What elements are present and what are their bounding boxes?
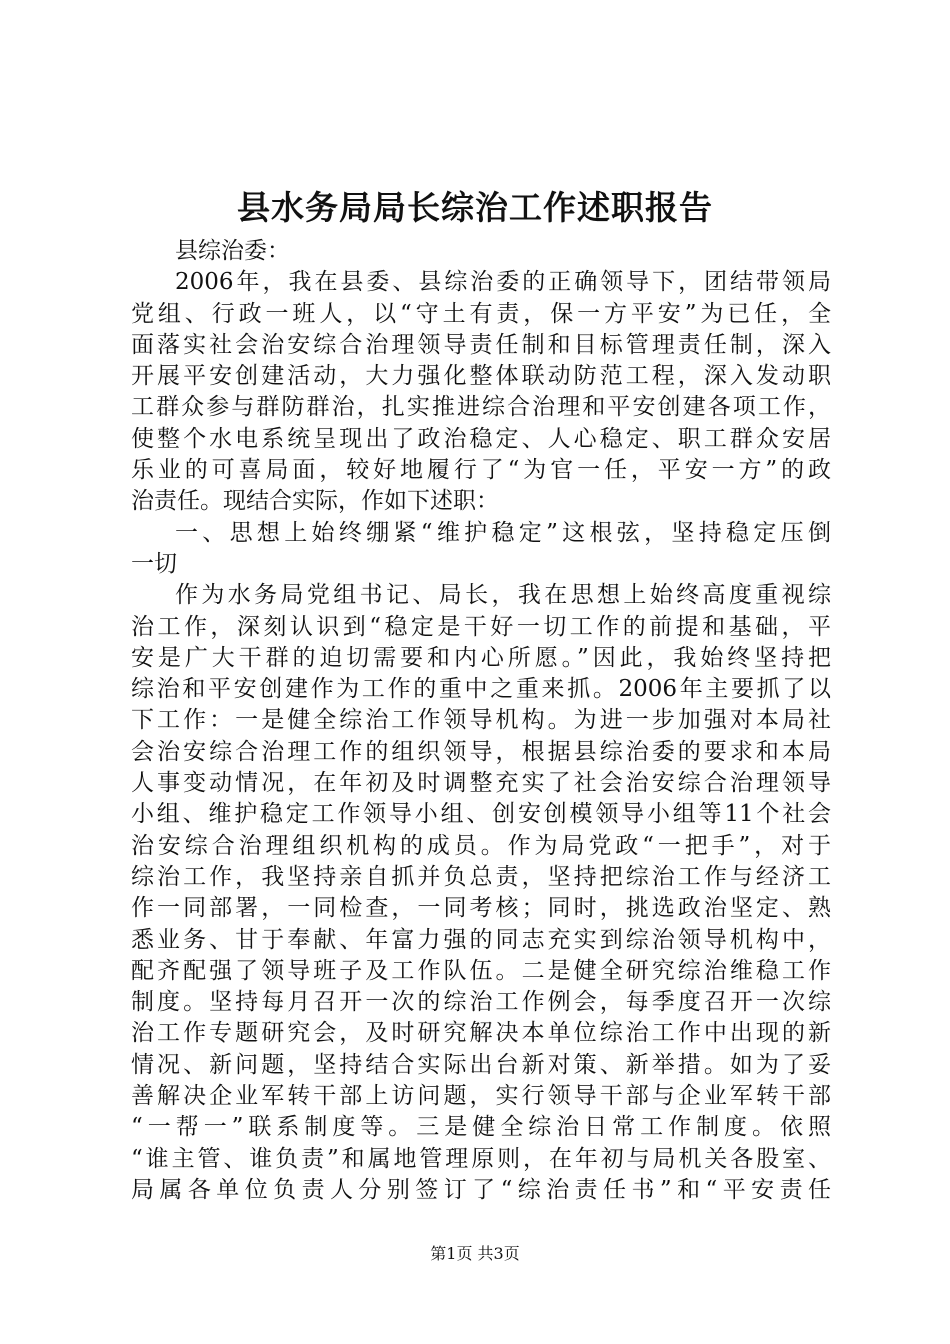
body-line: 工群众参与群防群治，扎实推进综合治理和平安创建各项工作，: [131, 394, 831, 421]
section-heading-line: 一切: [131, 550, 177, 577]
body-line: 综治和平安创建作为工作的重中之重来抓。2006年主要抓了以: [131, 676, 831, 703]
page-footer: 第1页 共3页: [430, 1244, 520, 1263]
salutation-line: 县综治委：: [175, 238, 290, 264]
body-line: 开展平安创建活动，大力强化整体联动防范工程，深入发动职: [131, 363, 831, 390]
body-line: 会治安综合治理工作的组织领导，根据县综治委的要求和本局: [131, 738, 831, 765]
body-line: 党组、行政一班人，以“守土有责，保一方平安”为已任，全: [131, 300, 831, 327]
body-line: 作一同部署，一同检查，一同考核；同时，挑选政治坚定、熟: [131, 895, 831, 922]
body-line: 小组、维护稳定工作领导小组、创安创模领导小组等11个社会: [131, 801, 831, 828]
body-line: 配齐配强了领导班子及工作队伍。二是健全研究综治维稳工作: [131, 957, 831, 984]
body-line: 下工作：一是健全综治工作领导机构。为进一步加强对本局社: [131, 707, 831, 734]
body-line: 面落实社会治安综合治理领导责任制和目标管理责任制，深入: [131, 331, 831, 358]
body-line: 局属各单位负责人分别签订了“综治责任书”和“平安责任: [131, 1176, 831, 1203]
body-line: 善解决企业军转干部上访问题，实行领导干部与企业军转干部: [131, 1083, 831, 1110]
body-line: 作为水务局党组书记、局长，我在思想上始终高度重视综: [175, 582, 831, 609]
body-line: 治工作，深刻认识到“稳定是干好一切工作的前提和基础，平: [131, 613, 831, 640]
body-line: 乐业的可喜局面，较好地履行了“为官一任，平安一方”的政: [131, 457, 831, 484]
body-line: 使整个水电系统呈现出了政治稳定、人心稳定、职工群众安居: [131, 425, 831, 452]
document-body: [131, 236, 831, 1206]
body-line: 制度。坚持每月召开一次的综治工作例会，每季度召开一次综: [131, 989, 831, 1016]
body-line: 安是广大干群的迫切需要和内心所愿。”因此，我始终坚持把: [131, 644, 831, 671]
body-line: 2006年，我在县委、县综治委的正确领导下，团结带领局: [175, 269, 831, 296]
body-line: “一帮一”联系制度等。三是健全综治日常工作制度。依照: [131, 1114, 831, 1141]
body-line: 综治工作，我坚持亲自抓并负总责，坚持把综治工作与经济工: [131, 863, 831, 890]
body-line: 人事变动情况，在年初及时调整充实了社会治安综合治理领导: [131, 770, 831, 797]
document-title: 县水务局局长综治工作述职报告: [237, 188, 713, 227]
body-line: 治工作专题研究会，及时研究解决本单位综治工作中出现的新: [131, 1020, 831, 1047]
body-line: 悉业务、甘于奉献、年富力强的同志充实到综治领导机构中，: [131, 926, 831, 953]
section-heading-line: 一、思想上始终绷紧“维护稳定”这根弦，坚持稳定压倒: [175, 519, 831, 546]
body-line: 治安综合治理组织机构的成员。作为局党政“一把手”，对于: [131, 832, 831, 859]
body-line: 情况、新问题，坚持结合实际出台新对策、新举措。如为了妥: [131, 1051, 831, 1078]
body-line: 治责任。现结合实际，作如下述职：: [131, 488, 499, 515]
body-line: “谁主管、谁负责”和属地管理原则，在年初与局机关各股室、: [131, 1145, 831, 1172]
